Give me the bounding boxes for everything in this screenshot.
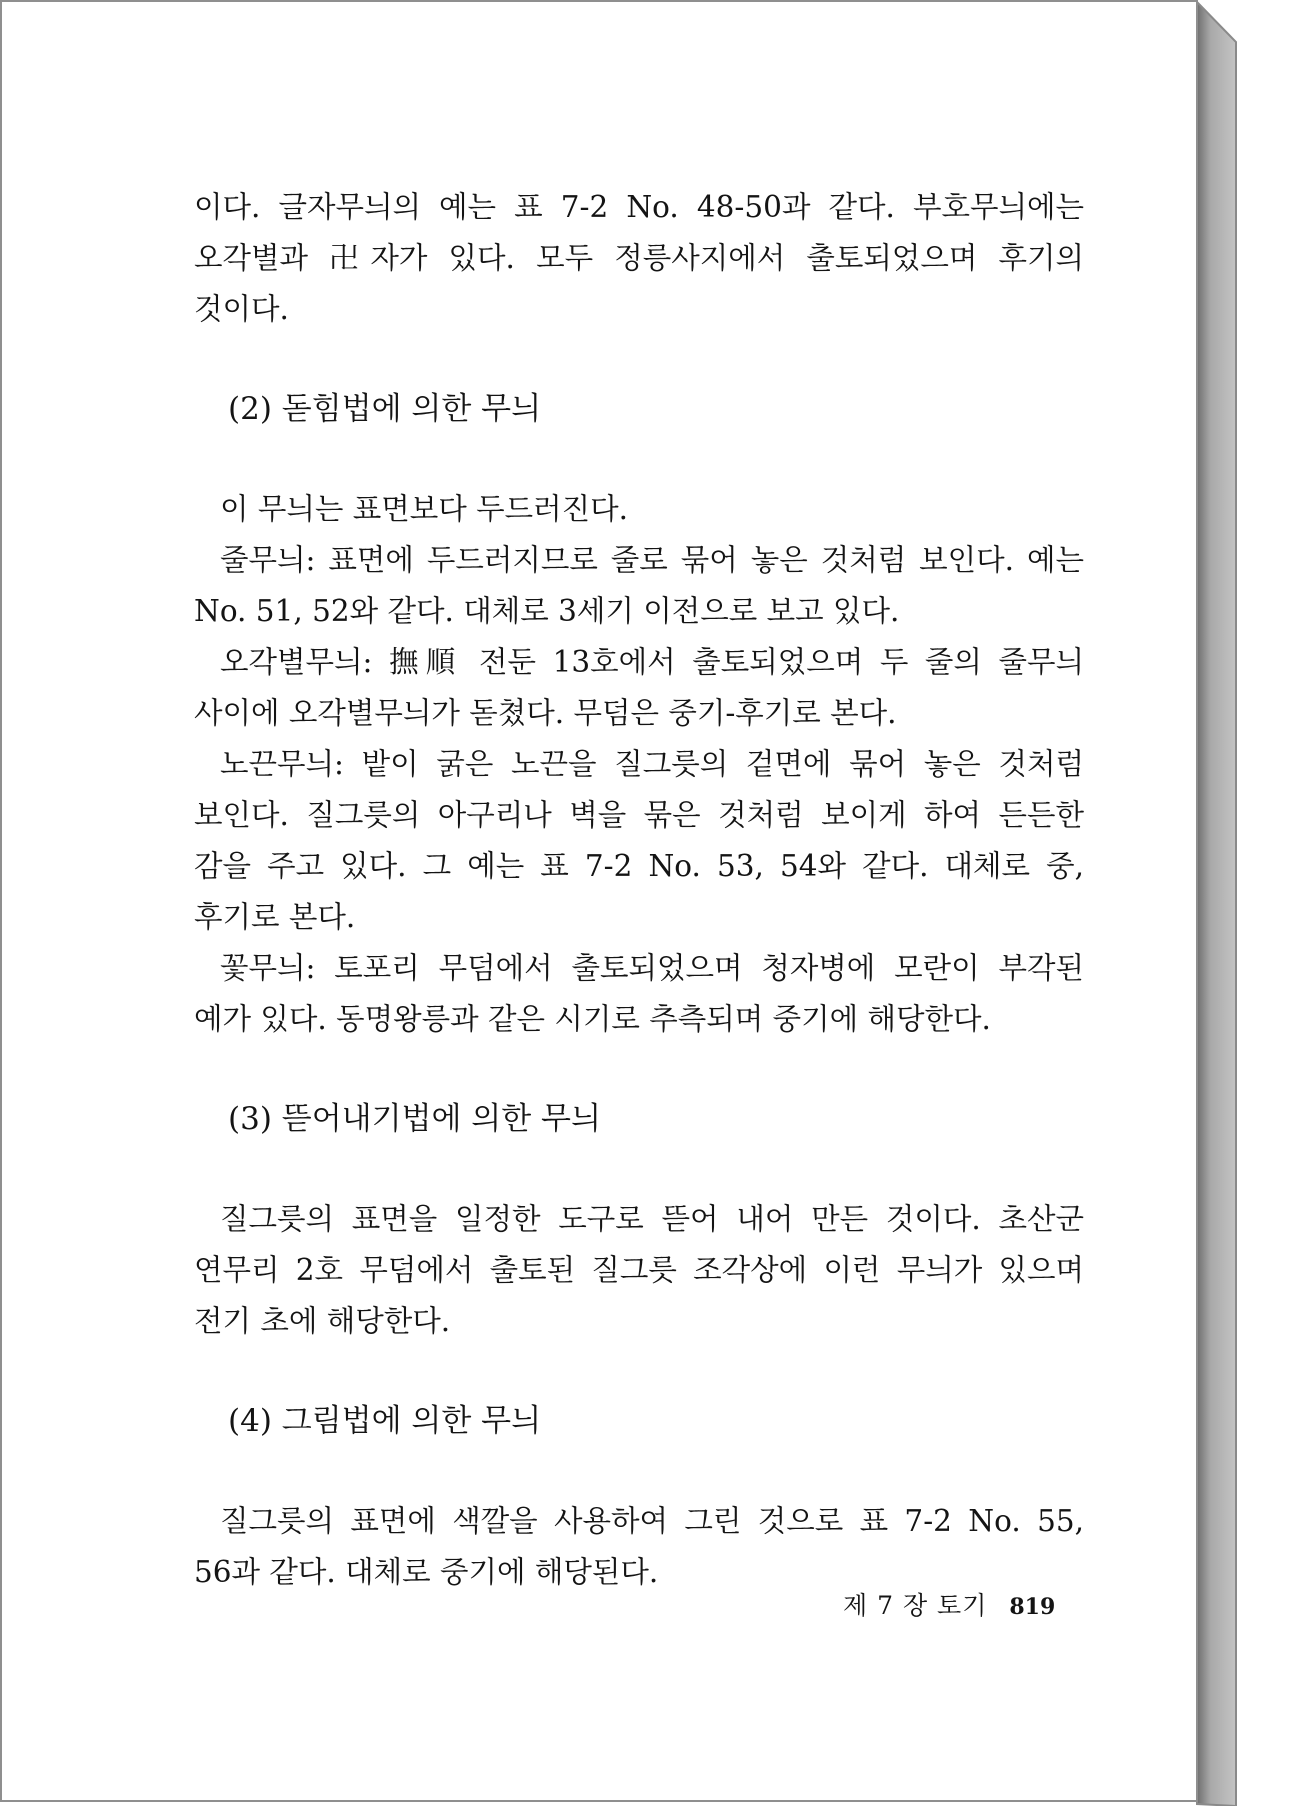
section-heading: (3) 뜯어내기법에 의한 무늬 — [228, 1101, 601, 1137]
body-paragraph: 줄무늬: 표면에 두드러지므로 줄로 묶어 놓은 것처럼 보인다. 예는 No. 51, 52와 같다. 대체로 3세기 이전으로 보고 있다. — [194, 543, 1084, 628]
section-heading: (4) 그림법에 의한 무늬 — [228, 1403, 542, 1439]
body-paragraph: 오각별무늬: 撫順 전둔 13호에서 출토되었으며 두 줄의 줄무늬 사이에 오각별무늬가 돋쳤다. 무덤은 중기-후기로 본다. — [194, 645, 1084, 730]
page-number: 819 — [1009, 1594, 1056, 1620]
body-paragraph: 노끈무늬: 밭이 굵은 노끈을 질그릇의 겉면에 묶어 놓은 것처럼 보인다. 질그릇의 아구리나 벽을 묶은 것처럼 보이게 하여 든든한 감을 주고 있다. 그 예는 표 7-2 No. 53, 54와 같다. 대체로 중, 후기로 본다. — [194, 747, 1084, 934]
body-paragraph: 이 무늬는 표면보다 두드러진다. — [220, 492, 628, 526]
chapter-title: 제 7 장 토기 — [843, 1591, 988, 1620]
body-paragraph: 질그릇의 표면에 색깔을 사용하여 그린 것으로 표 7-2 No. 55, 56과 같다. 대체로 중기에 해당된다. — [194, 1504, 1084, 1589]
page-body-text — [194, 182, 1084, 1598]
body-paragraph: 이다. 글자무늬의 예는 표 7-2 No. 48-50과 같다. 부호무늬에는 오각별과 卍자가 있다. 모두 정릉사지에서 출토되었으며 후기의 것이다. — [194, 190, 1084, 326]
page-footer — [843, 1586, 1055, 1622]
body-paragraph: 꽃무늬: 토포리 무덤에서 출토되었으며 청자병에 모란이 부각된 예가 있다. 동명왕릉과 같은 시기로 추측되며 중기에 해당한다. — [194, 951, 1084, 1036]
section-heading: (2) 돋힘법에 의한 무늬 — [228, 391, 542, 427]
body-paragraph: 질그릇의 표면을 일정한 도구로 뜯어 내어 만든 것이다. 초산군 연무리 2호 무덤에서 출토된 질그릇 조각상에 이런 무늬가 있으며 전기 초에 해당한다. — [194, 1202, 1084, 1338]
